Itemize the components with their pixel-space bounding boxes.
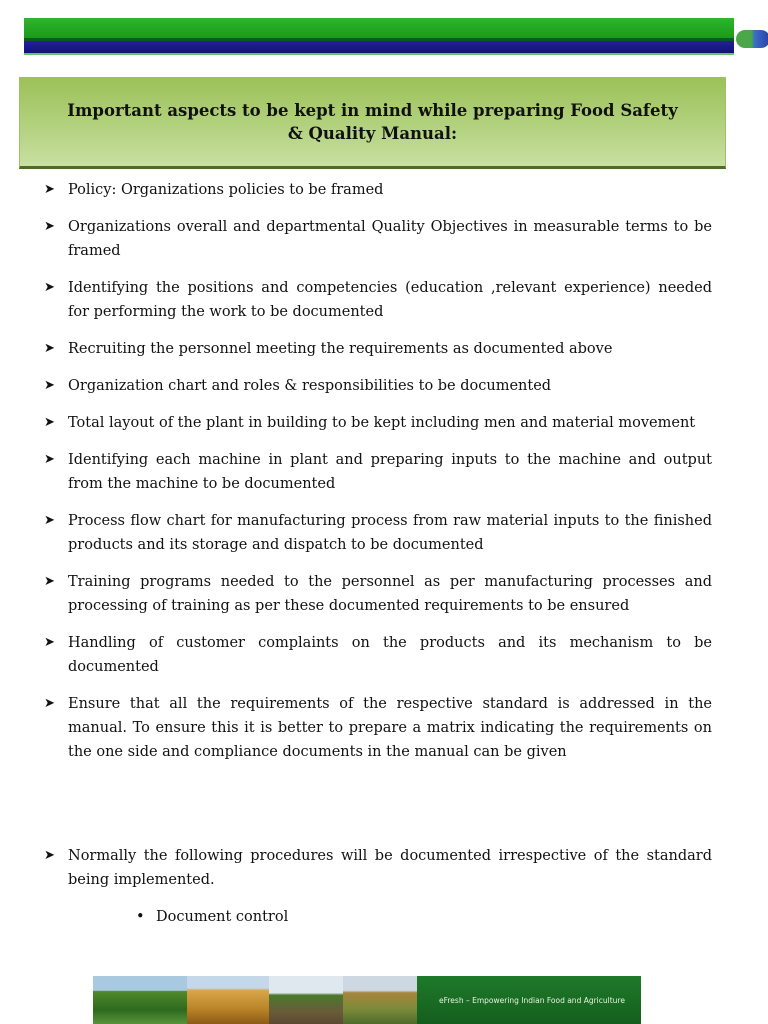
arrow-bullet-icon: ➤ <box>44 696 55 711</box>
footer-tagline: eFresh – Empowering Indian Food and Agriculture <box>417 976 641 1024</box>
list-item-text: Organization chart and roles & responsibilities to be documented <box>68 378 552 394</box>
dot-bullet-icon: • <box>136 909 145 925</box>
wheat-field-image <box>187 976 269 1024</box>
list-item <box>44 631 712 679</box>
header-thin-line <box>24 53 734 55</box>
tractor-image <box>269 976 343 1024</box>
list-item <box>44 411 712 435</box>
arrow-bullet-icon: ➤ <box>44 182 55 197</box>
list-item-text: Handling of customer complaints on the products and its mechanism to be documented <box>68 635 712 675</box>
arrow-bullet-icon: ➤ <box>44 219 55 234</box>
header-decoration-bar <box>24 18 734 54</box>
title-box <box>19 77 726 169</box>
sub-list-item-text: Document control <box>156 909 289 925</box>
arrow-bullet-icon: ➤ <box>44 378 55 393</box>
arrow-bullet-icon: ➤ <box>44 513 55 528</box>
logo-pill-icon <box>736 30 768 48</box>
list-item-text: Training programs needed to the personnel as per manufacturing processes and processing of training as per these documented requirements to be ensured <box>68 574 712 614</box>
arrow-bullet-icon: ➤ <box>44 574 55 589</box>
footer-banner <box>93 976 641 1024</box>
list-item <box>44 374 712 398</box>
list-item <box>44 215 712 263</box>
list-item-text: Organizations overall and departmental Quality Objectives in measurable terms to be framed <box>68 219 712 259</box>
sub-bullet-list <box>68 905 712 929</box>
page-title: Important aspects to be kept in mind while preparing Food Safety & Quality Manual: <box>67 101 678 143</box>
header-green-band <box>24 18 734 38</box>
arrow-bullet-icon: ➤ <box>44 415 55 430</box>
list-item <box>44 570 712 618</box>
list-item <box>44 178 712 202</box>
list-item <box>44 844 712 929</box>
list-item-text: Normally the following procedures will be documented irrespective of the standard being implemented. <box>68 848 712 888</box>
list-item <box>44 692 712 764</box>
header-blue-band <box>24 41 734 53</box>
list-item <box>44 337 712 361</box>
arrow-bullet-icon: ➤ <box>44 341 55 356</box>
bullet-list <box>44 178 712 942</box>
sub-list-item <box>68 905 712 929</box>
arrow-bullet-icon: ➤ <box>44 848 55 863</box>
list-item-text: Policy: Organizations policies to be framed <box>68 182 384 198</box>
arrow-bullet-icon: ➤ <box>44 452 55 467</box>
harvester-image <box>343 976 417 1024</box>
list-item-text: Ensure that all the requirements of the respective standard is addressed in the manual. To ensure this it is better to prepare a matrix indicating the requirements on the one side and compliance documents in the manual can be given <box>68 696 712 760</box>
crop-field-image <box>93 976 187 1024</box>
list-item <box>44 448 712 496</box>
list-item-text: Process flow chart for manufacturing process from raw material inputs to the finished products and its storage and dispatch to be documented <box>68 513 712 553</box>
list-item <box>44 509 712 557</box>
arrow-bullet-icon: ➤ <box>44 635 55 650</box>
list-item-text: Identifying each machine in plant and preparing inputs to the machine and output from the machine to be documented <box>68 452 712 492</box>
list-item-text: Recruiting the personnel meeting the requirements as documented above <box>68 341 613 357</box>
list-item-text: Total layout of the plant in building to be kept including men and material movement <box>68 415 696 431</box>
list-item <box>44 276 712 324</box>
list-item-text: Identifying the positions and competencies (education ,relevant experience) needed for performing the work to be documented <box>68 280 712 320</box>
arrow-bullet-icon: ➤ <box>44 280 55 295</box>
